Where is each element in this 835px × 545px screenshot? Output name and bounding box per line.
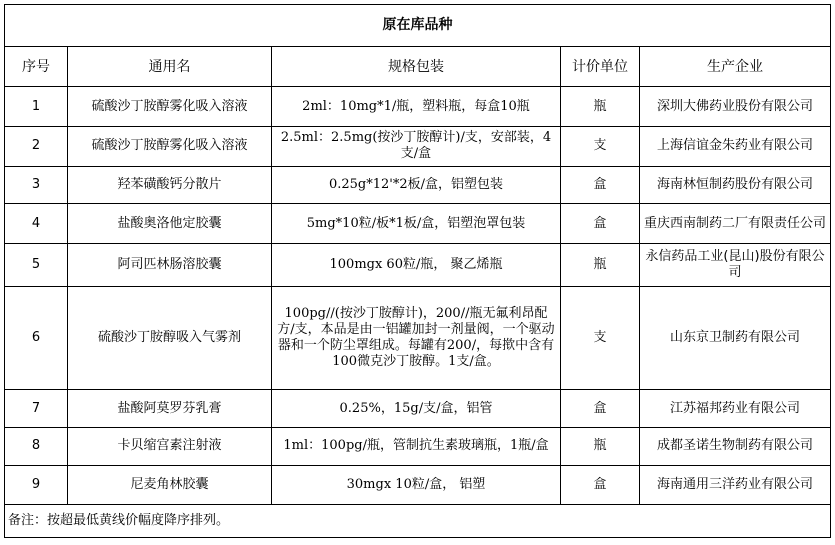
cell-company: 重庆西南制药二厂有限责任公司 bbox=[640, 204, 831, 244]
table-row bbox=[5, 87, 831, 127]
cell-seq: 4 bbox=[5, 204, 68, 244]
cell-name: 硫酸沙丁胺醇雾化吸入溶液 bbox=[68, 87, 272, 127]
cell-name: 硫酸沙丁胺醇雾化吸入溶液 bbox=[68, 127, 272, 167]
cell-seq: 5 bbox=[5, 243, 68, 286]
table-row bbox=[5, 286, 831, 390]
table-note: 备注：按超最低黄线价幅度降序排列。 bbox=[5, 505, 831, 538]
cell-spec: 0.25%，15g/支/盒，铝管 bbox=[272, 390, 561, 428]
cell-seq: 1 bbox=[5, 87, 68, 127]
cell-company: 永信药品工业(昆山)股份有限公司 bbox=[640, 243, 831, 286]
cell-company: 江苏福邦药业有限公司 bbox=[640, 390, 831, 428]
cell-spec: 100mgx 60粒/瓶， 聚乙烯瓶 bbox=[272, 243, 561, 286]
cell-company: 成都圣诺生物制药有限公司 bbox=[640, 428, 831, 466]
header-unit: 计价单位 bbox=[561, 46, 640, 87]
cell-unit: 盒 bbox=[561, 390, 640, 428]
cell-unit: 支 bbox=[561, 286, 640, 390]
table-row bbox=[5, 166, 831, 204]
cell-seq: 9 bbox=[5, 465, 68, 505]
cell-name: 卡贝缩宫素注射液 bbox=[68, 428, 272, 466]
cell-seq: 6 bbox=[5, 286, 68, 390]
cell-name: 阿司匹林肠溶胶囊 bbox=[68, 243, 272, 286]
table-row bbox=[5, 390, 831, 428]
cell-unit: 盒 bbox=[561, 204, 640, 244]
table-row bbox=[5, 243, 831, 286]
cell-company: 海南林恒制药股份有限公司 bbox=[640, 166, 831, 204]
table-row bbox=[5, 465, 831, 505]
table-title: 原在库品种 bbox=[5, 5, 831, 47]
header-seq: 序号 bbox=[5, 46, 68, 87]
cell-name: 尼麦角林胶囊 bbox=[68, 465, 272, 505]
cell-company: 海南通用三洋药业有限公司 bbox=[640, 465, 831, 505]
header-spec: 规格包装 bbox=[272, 46, 561, 87]
cell-company: 上海信谊金朱药业有限公司 bbox=[640, 127, 831, 167]
cell-company: 深圳大佛药业股份有限公司 bbox=[640, 87, 831, 127]
cell-unit: 瓶 bbox=[561, 243, 640, 286]
table-row bbox=[5, 127, 831, 167]
cell-spec: 2.5ml：2.5mg(按沙丁胺醇计)/支，安部装，4支/盒 bbox=[272, 127, 561, 167]
cell-name: 羟苯磺酸钙分散片 bbox=[68, 166, 272, 204]
cell-name: 盐酸阿莫罗芬乳膏 bbox=[68, 390, 272, 428]
header-row bbox=[5, 46, 831, 87]
cell-seq: 3 bbox=[5, 166, 68, 204]
cell-spec: 30mgx 10粒/盒， 铝塑 bbox=[272, 465, 561, 505]
cell-spec: 1ml：100pg/瓶，管制抗生素玻璃瓶，1瓶/盒 bbox=[272, 428, 561, 466]
inventory-table bbox=[4, 4, 831, 538]
cell-unit: 盒 bbox=[561, 465, 640, 505]
cell-seq: 8 bbox=[5, 428, 68, 466]
cell-seq: 7 bbox=[5, 390, 68, 428]
cell-unit: 瓶 bbox=[561, 87, 640, 127]
cell-company: 山东京卫制药有限公司 bbox=[640, 286, 831, 390]
header-company: 生产企业 bbox=[640, 46, 831, 87]
cell-name: 硫酸沙丁胺醇吸入气雾剂 bbox=[68, 286, 272, 390]
cell-name: 盐酸奥洛他定胶囊 bbox=[68, 204, 272, 244]
cell-spec: 2ml：10mg*1/瓶，塑料瓶，每盒10瓶 bbox=[272, 87, 561, 127]
table-row bbox=[5, 204, 831, 244]
cell-seq: 2 bbox=[5, 127, 68, 167]
header-name: 通用名 bbox=[68, 46, 272, 87]
cell-spec: 5mg*10粒/板*1板/盒，铝塑泡罩包装 bbox=[272, 204, 561, 244]
cell-spec: 100pg//(按沙丁胺醇计)，200//瓶无氟利昂配方/支，本品是由一铝罐加封一剂量阀，一个驱动器和一个防尘罩组成。每罐有200/，每揿中含有100微克沙丁胺醇。1支/盒。 bbox=[272, 286, 561, 390]
cell-spec: 0.25g*12'*2板/盒，铝塑包装 bbox=[272, 166, 561, 204]
cell-unit: 盒 bbox=[561, 166, 640, 204]
cell-unit: 瓶 bbox=[561, 428, 640, 466]
cell-unit: 支 bbox=[561, 127, 640, 167]
table-row bbox=[5, 428, 831, 466]
